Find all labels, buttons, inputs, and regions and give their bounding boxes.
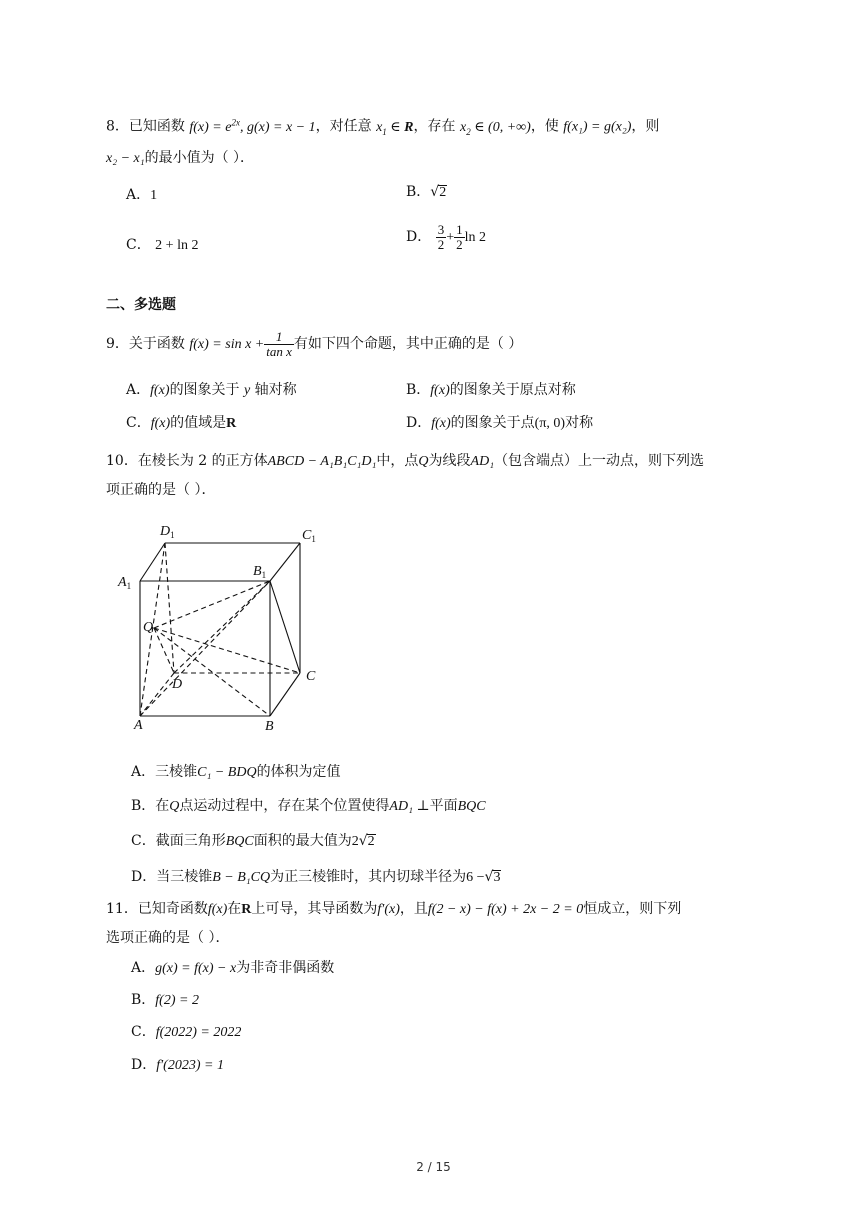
- label-a: A: [134, 718, 143, 733]
- q10-option-d: D．当三棱锥B − B₁CQ为正三棱锥时，其内切球半径为6 −√3: [131, 869, 501, 885]
- label-q: Q: [143, 620, 154, 635]
- q10-stem-line2: 项正确的是（ ）．: [106, 482, 216, 498]
- label-c: C: [306, 669, 316, 684]
- label-a1: $A_1$: [118, 575, 132, 591]
- q8-stem: 8．已知函数 $f(x) = e^{2x}$, g(x) = x − 1，对任意 $x_1$ ∈ R，存在 $x_2$ ∈ (0, +∞)，使 f(x₁) = g(x₂)，则: [106, 117, 660, 137]
- edge-a1-d1: [140, 543, 165, 581]
- q11-option-d: D．f′(2023) = 1: [131, 1057, 224, 1073]
- segment-q-d: [154, 628, 174, 673]
- q8-f-def: $f(x) = e^{2x}$, g(x) = x − 1: [189, 117, 316, 135]
- q11-option-b: B．f(2) = 2: [131, 992, 199, 1008]
- q11-stem: 11．已知奇函数f(x)在R上可导，其导函数为f′(x)，且f(2 − x) − f(x) + 2x − 2 = 0恒成立，则下列: [106, 901, 682, 917]
- q8-equation: f(x₁) = g(x₂): [563, 119, 632, 135]
- q9-option-c: C．f(x)的值域是R: [126, 415, 237, 431]
- edge-c1-b1: [270, 543, 300, 581]
- edge-b1-c: [270, 581, 300, 673]
- q9-stem: 9．关于函数 f(x) = sin x + $\frac{1}{\text{tan x}}$ 有如下四个命题，其中正确的是（ ）: [106, 328, 523, 359]
- q8-option-d: D． $\frac{3}{2}$ + $\frac{1}{2}$ ln 2: [406, 221, 486, 252]
- edge-d1-d: [165, 543, 174, 673]
- cube-figure: [110, 515, 330, 737]
- page-number: 2 / 15: [416, 1160, 451, 1174]
- section-title: 二、多选题: [106, 297, 176, 313]
- label-b1: $B_1$: [253, 564, 267, 580]
- q8-option-b: B．√2: [406, 184, 447, 200]
- q9-option-d: D．f(x)的图象关于点(π, 0)对称: [406, 415, 594, 431]
- q10-option-a: A．三棱锥C₁ − BDQ的体积为定值: [131, 764, 341, 780]
- q8-stem-line2: x₂ − x₁的最小值为（ ）．: [106, 150, 255, 166]
- q11-stem-line2: 选项正确的是（ ）．: [106, 930, 230, 946]
- label-d1: $D_1$: [160, 524, 175, 540]
- q11-option-c: C．f(2022) = 2022: [131, 1024, 242, 1040]
- segment-q-c: [154, 628, 300, 673]
- q10-option-c: C．截面三角形BQC面积的最大值为2√2: [131, 833, 375, 849]
- q9-option-b: B．f(x)的图象关于原点对称: [406, 382, 576, 398]
- label-b: B: [265, 719, 274, 734]
- q8-option-a: A．1: [126, 187, 158, 203]
- q11-option-a: A．g(x) = f(x) − x为非奇非偶函数: [131, 960, 335, 976]
- label-c1: $C_1$: [302, 528, 316, 544]
- q10-stem: 10．在棱长为 2 的正方体ABCD − A₁B₁C₁D₁中，点Q为线段AD₁（包含端点）上一动点，则下列选: [106, 453, 705, 469]
- segment-q-b1: [154, 581, 270, 628]
- q10-option-b: B．在Q点运动过程中，存在某个位置使得AD₁ ⊥平面BQC: [131, 798, 486, 814]
- q8-option-c: C． 2 + ln 2: [126, 237, 199, 253]
- segment-a-b1: [140, 581, 270, 716]
- edge-c-b: [270, 673, 300, 716]
- q9-option-a: A．f(x)的图象关于 y 轴对称: [126, 382, 297, 398]
- label-d: D: [172, 677, 183, 692]
